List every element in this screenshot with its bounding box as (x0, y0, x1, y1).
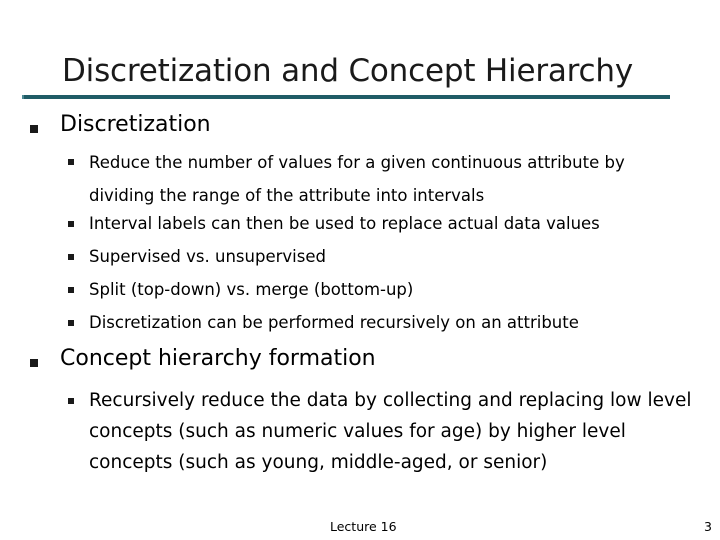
square-bullet-icon (68, 287, 74, 293)
list-item: Split (top-down) vs. merge (bottom-up) (89, 280, 414, 299)
list-item: Recursively reduce the data by collecting and replacing low level concepts (such as numeric values for age) by higher level concepts (such as young, middle-aged, or senior) (89, 390, 692, 473)
square-bullet-icon (68, 159, 74, 165)
slide-title: Discretization and Concept Hierarchy (62, 53, 633, 89)
square-bullet-icon (68, 221, 74, 227)
title-underline (24, 95, 670, 99)
section-heading-concept-hierarchy: Concept hierarchy formation (60, 346, 376, 371)
square-bullet-icon (68, 320, 74, 326)
list-item: Supervised vs. unsupervised (89, 247, 326, 266)
square-bullet-icon (68, 398, 74, 404)
footer-lecture: Lecture 16 (330, 519, 397, 534)
square-bullet-icon (30, 125, 38, 133)
square-bullet-icon (30, 359, 38, 367)
list-item: Reduce the number of values for a given continuous attribute by dividing the range of the attribute into intervals (89, 153, 625, 205)
title-rule-tick (22, 95, 24, 99)
square-bullet-icon (68, 254, 74, 260)
list-item: Discretization can be performed recursively on an attribute (89, 313, 579, 332)
page-number: 3 (704, 519, 712, 534)
list-item: Interval labels can then be used to replace actual data values (89, 214, 600, 233)
section-heading-discretization: Discretization (60, 112, 211, 137)
